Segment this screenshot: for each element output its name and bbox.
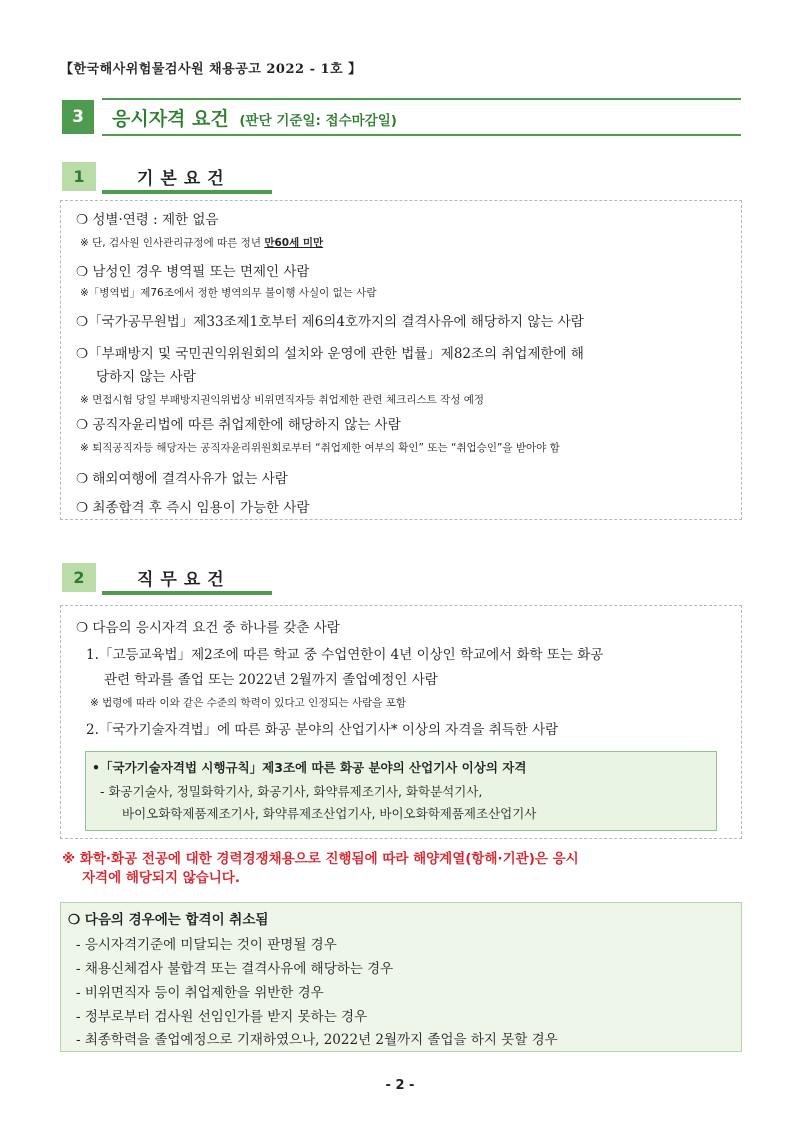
note-retirement-emphasis: 만60세 미만: [264, 237, 324, 249]
note-ethics-act: ※ 퇴직공직자등 해당자는 공직자윤리위원회로부터 “취업제한 여부의 확인” 또는 “취업승인”을 받아야 함: [80, 442, 560, 454]
subsection-bar-basic: [102, 190, 272, 194]
requirement-public-officials-act: ❍「국가공무원법」제33조제1호부터 제6의4호까지의 결격사유에 해당하지 않는 사람: [76, 314, 584, 330]
subsection-title-basic: 기본요건: [137, 169, 231, 189]
certification-list-2: 바이오화학제품제조기사, 화약류제조산업기사, 바이오화학제품제조산업기사: [122, 806, 537, 821]
job-req-certification: 2.「국가기술자격법」에 따른 화공 분야의 산업기사* 이상의 자격을 취득한 사람: [86, 722, 559, 738]
job-intro: ❍ 다음의 응시자격 요건 중 하나를 갖춘 사람: [76, 620, 340, 636]
requirement-anti-corruption: ❍「부패방지 및 국민권익위원회의 설치와 운영에 관한 법률」제82조의 취업제한에 해: [76, 346, 584, 362]
cancellation-item: - 최종학력을 졸업예정으로 기재하였으나, 2022년 2월까지 졸업을 하지 못할 경우: [76, 1032, 558, 1048]
warning-line-2: 자격에 해당되지 않습니다.: [82, 870, 240, 886]
note-military: ※「병역법」제76조에서 정한 병역의무 불이행 사실이 없는 사람: [80, 287, 377, 299]
requirement-overseas-travel: ❍ 해외여행에 결격사유가 없는 사람: [76, 471, 288, 487]
certification-list-1: - 화공기술사, 정밀화학기사, 화공기사, 화약류제조기사, 화학분석기사,: [100, 784, 483, 799]
requirement-immediate-appointment: ❍ 최종합격 후 즉시 임용이 가능한 사람: [76, 500, 310, 516]
section-number: 3: [62, 100, 94, 134]
section-subtitle: (판단 기준일: 접수마감일): [239, 113, 397, 129]
section-title: [112, 104, 397, 131]
section-bottom-rule: [102, 134, 741, 136]
page-number: - 2 -: [385, 1078, 415, 1093]
cancellation-item: - 비위면직자 등이 취업제한을 위반한 경우: [76, 985, 324, 1001]
note-equivalent-education: ※ 법령에 따라 이와 같은 수준의 학력이 있다고 인정되는 사람을 포함: [90, 697, 407, 709]
note-retirement-age: [80, 235, 323, 250]
requirement-anti-corruption-cont: 당하지 않는 사람: [96, 369, 196, 385]
warning-line-1: ※ 화학·화공 전공에 대한 경력경쟁채용으로 진행됨에 따라 해양계열(항해·기관)은 응시: [62, 851, 579, 867]
note-retirement-text: ※ 단, 검사원 인사관리규정에 따른 정년: [80, 237, 261, 249]
section-title-text: 응시자격 요건: [112, 108, 229, 130]
requirement-military: ❍ 남성인 경우 병역필 또는 면제인 사람: [76, 264, 310, 280]
subsection-title-job: 직무요건: [137, 570, 231, 590]
certification-detail-title: •「국가기술자격법 시행규칙」제3조에 따른 화공 분야의 산업기사 이상의 자격: [92, 760, 527, 775]
cancellation-item: - 채용신체검사 불합격 또는 결격사유에 해당하는 경우: [76, 961, 394, 977]
job-req-degree-cont: 관련 학과를 졸업 또는 2022년 2월까지 졸업예정인 사람: [104, 672, 438, 688]
cancellation-title: ❍ 다음의 경우에는 합격이 취소됨: [68, 912, 269, 928]
requirement-ethics-act: ❍ 공직자윤리법에 따른 취업제한에 해당하지 않는 사람: [76, 417, 401, 433]
subsection-number-basic: 1: [62, 162, 96, 191]
subsection-number-job: 2: [62, 563, 96, 592]
cancellation-item: - 응시자격기준에 미달되는 것이 판명될 경우: [76, 937, 337, 953]
note-anti-corruption: ※ 면접시험 당일 부패방지권익위법상 비위면직자등 취업제한 관련 체크리스트 작성 예정: [80, 394, 484, 406]
requirement-gender-age: ❍ 성별·연령 : 제한 없음: [76, 212, 219, 228]
section-top-rule: [102, 98, 741, 100]
cancellation-item: - 정부로부터 검사원 선임인가를 받지 못하는 경우: [76, 1009, 368, 1025]
document-header: 【한국해사위험물검사원 채용공고 2022 - 1호 】: [60, 62, 362, 77]
subsection-bar-job: [102, 591, 272, 595]
job-req-degree: 1.「고등교육법」제2조에 따른 학교 중 수업연한이 4년 이상인 학교에서 화학 또는 화공: [86, 647, 604, 663]
